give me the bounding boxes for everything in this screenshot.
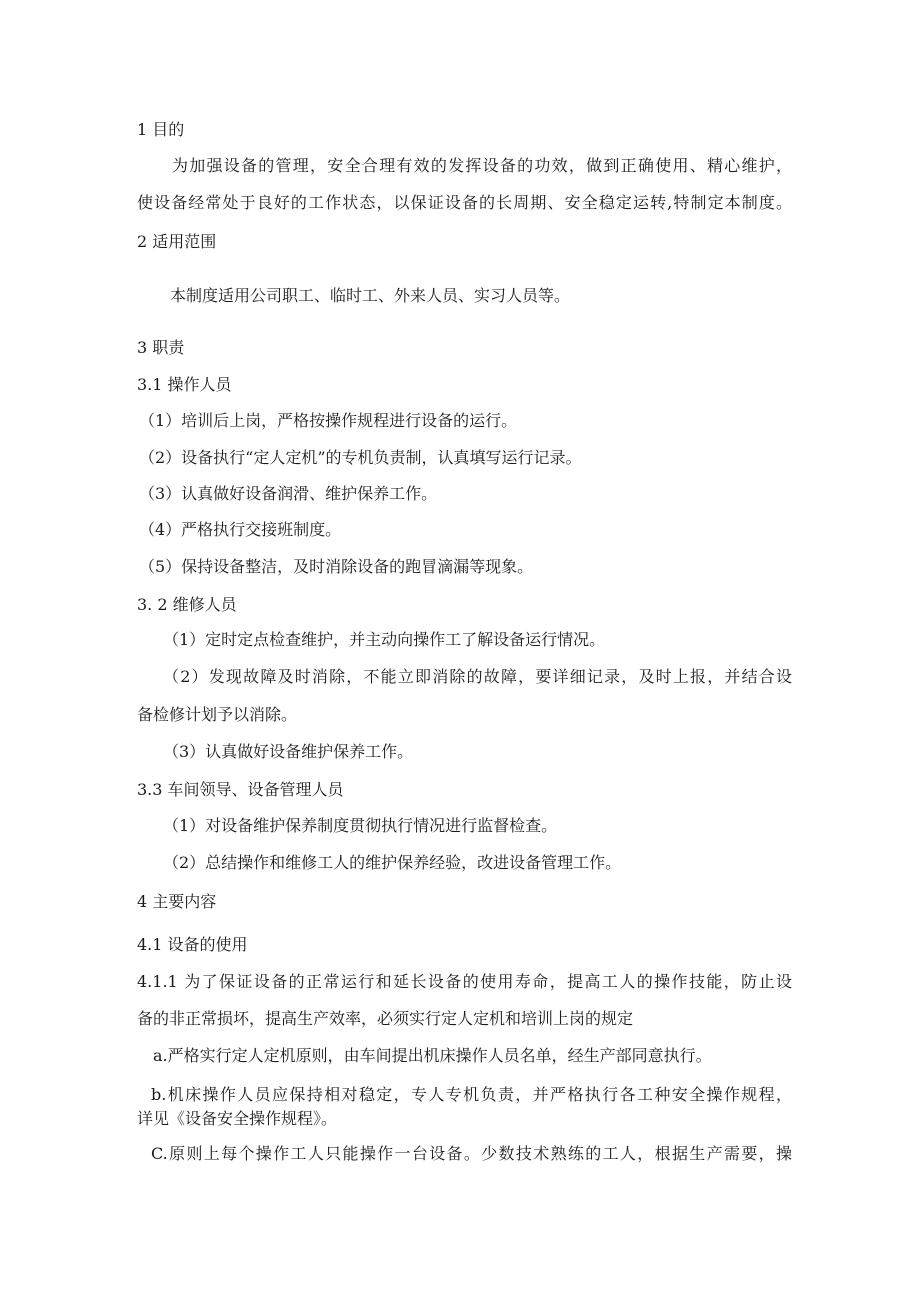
section-4-1-1-line-2: 备的非正常损坏，提高生产效率，必须实行定人定机和培训上岗的规定 (137, 1009, 634, 1028)
item-b-line-1: b.机床操作人员应保持相对稳定，专人专机负责，并严格执行各工种安全操作规程， (151, 1085, 792, 1104)
item-a: a.严格实行定人定机原则，由车间提出机床操作人员名单，经生产部同意执行。 (153, 1046, 712, 1065)
section-1-heading: 1 目的 (137, 120, 185, 139)
section-2-paragraph: 本制度适用公司职工、临时工、外来人员、实习人员等。 (170, 286, 571, 305)
section-3-heading: 3 职责 (137, 338, 185, 357)
section-1-paragraph-line-2: 使设备经常处于良好的工作状态，以保证设备的长周期、安全稳定运转,特制定本制度。 (137, 193, 792, 212)
item-c-line-1: C.原则上每个操作工人只能操作一台设备。少数技术熟练的工人，根据生产需要，操 (151, 1144, 792, 1163)
section-3-1-item-5: （5）保持设备整洁，及时消除设备的跑冒滴漏等现象。 (139, 557, 534, 576)
section-3-1-item-3: （3）认真做好设备润滑、维护保养工作。 (139, 484, 438, 503)
item-b-line-2: 详见《设备安全操作规程》。 (137, 1109, 338, 1128)
section-4-1-1-line-1: 4.1.1 为了保证设备的正常运行和延长设备的使用寿命，提高工人的操作技能，防止设 (137, 972, 792, 991)
section-1-paragraph-line-1: 为加强设备的管理，安全合理有效的发挥设备的功效，做到正确使用、精心维护， (172, 156, 792, 175)
section-3-2-item-2-line-1: （2）发现故障及时消除，不能立即消除的故障，要详细记录，及时上报，并结合设 (163, 667, 792, 686)
section-3-1-item-4: （4）严格执行交接班制度。 (139, 520, 342, 539)
section-2-heading: 2 适用范围 (137, 232, 217, 251)
section-3-2-item-3: （3）认真做好设备维护保养工作。 (163, 742, 414, 761)
section-3-1-item-1: （1）培训后上岗，严格按操作规程进行设备的运行。 (139, 411, 518, 430)
section-3-3-item-2: （2）总结操作和维修工人的维护保养经验，改进设备管理工作。 (163, 853, 622, 872)
section-3-3-heading: 3.3 车间领导、设备管理人员 (137, 780, 344, 799)
section-3-1-heading: 3.1 操作人员 (137, 375, 232, 394)
section-3-2-heading: 3. 2 维修人员 (137, 595, 237, 614)
section-4-heading: 4 主要内容 (137, 892, 217, 911)
section-3-3-item-1: （1）对设备维护保养制度贯彻执行情况进行监督检查。 (163, 816, 558, 835)
section-3-2-item-2-line-2: 备检修计划予以消除。 (137, 705, 298, 724)
section-3-1-item-2: （2）设备执行“定人定机”的专机负责制，认真填写运行记录。 (139, 448, 582, 467)
section-4-1-heading: 4.1 设备的使用 (137, 935, 248, 954)
section-3-2-item-1: （1）定时定点检查维护，并主动向操作工了解设备运行情况。 (163, 630, 606, 649)
